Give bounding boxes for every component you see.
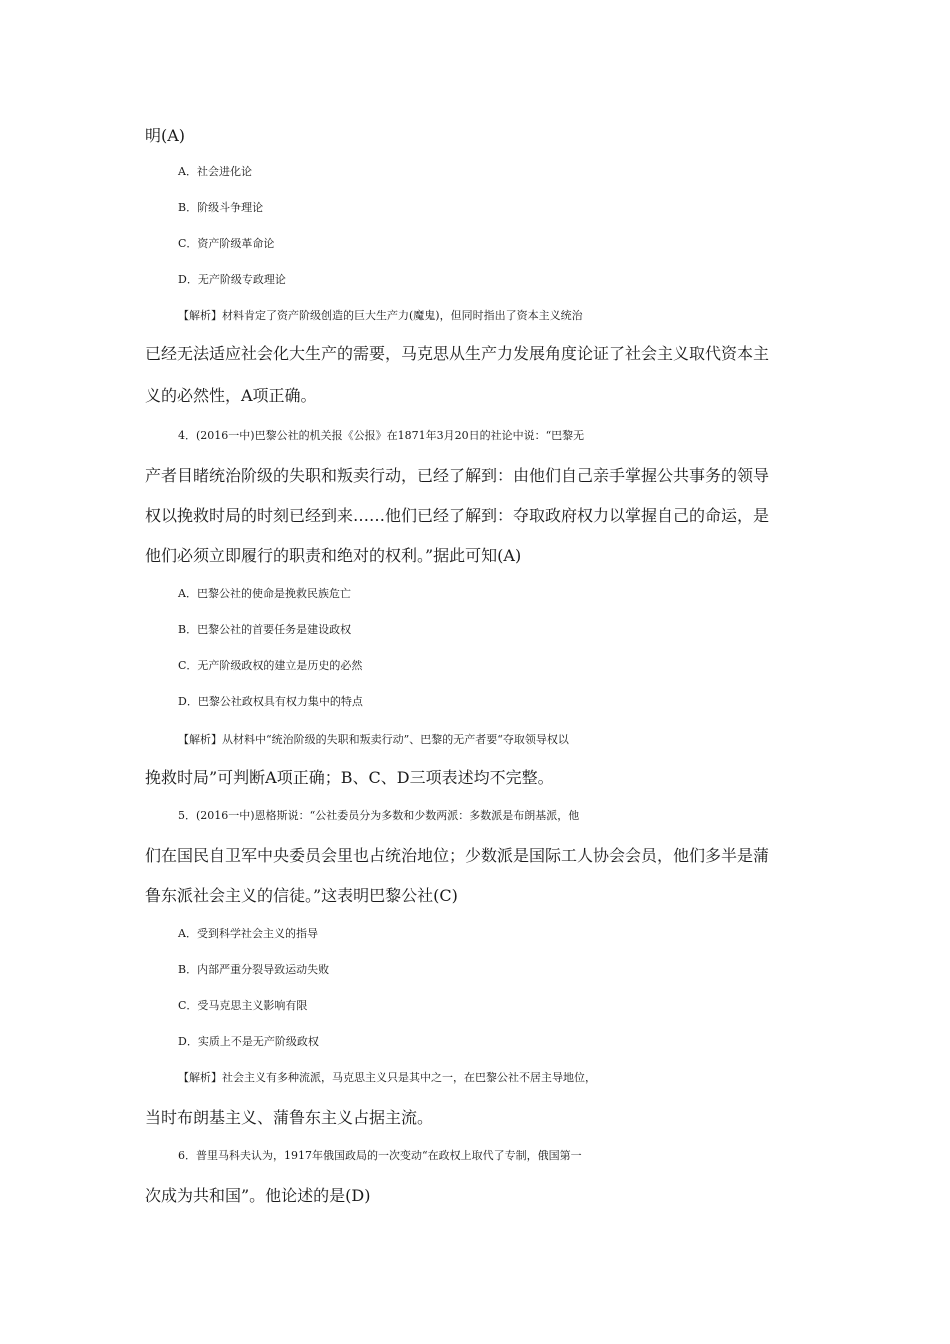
text-line: 权以挽救时局的时刻已经到来……他们已经了解到：夺取政府权力以掌握自己的命运，是 bbox=[145, 506, 770, 525]
option-b: B．巴黎公社的首要任务是建设政权 bbox=[178, 623, 352, 636]
text-line: 他们必须立即履行的职责和绝对的权利。”据此可知(A) bbox=[145, 546, 522, 565]
option-d: D．巴黎公社政权具有权力集中的特点 bbox=[178, 695, 363, 708]
option-d: D．实质上不是无产阶级政权 bbox=[178, 1035, 319, 1048]
option-b: B．阶级斗争理论 bbox=[178, 201, 264, 214]
question-6: 6．普里马科夫认为，1917年俄国政局的一次变动“在政权上取代了专制，俄国第一 bbox=[178, 1149, 582, 1162]
text-line: 次成为共和国”。他论述的是(D) bbox=[145, 1186, 371, 1205]
text-line: 明(A) bbox=[145, 126, 186, 145]
option-c: C．受马克思主义影响有限 bbox=[178, 999, 308, 1012]
text-line: 产者目睹统治阶级的失职和叛卖行动，已经了解到：由他们自己亲手掌握公共事务的领导 bbox=[145, 466, 770, 485]
text-line: 们在国民自卫军中央委员会里也占统治地位；少数派是国际工人协会会员，他们多半是蒲 bbox=[145, 846, 770, 865]
text-line: 当时布朗基主义、蒲鲁东主义占据主流。 bbox=[145, 1108, 434, 1127]
text-line: 挽救时局”可判断A项正确；B、C、D三项表述均不完整。 bbox=[145, 768, 554, 787]
option-b: B．内部严重分裂导致运动失败 bbox=[178, 963, 330, 976]
question-5: 5．(2016一中)恩格斯说：“公社委员分为多数和少数两派：多数派是布朗基派，他 bbox=[178, 809, 580, 822]
option-a: A．社会进化论 bbox=[178, 165, 252, 178]
question-4: 4．(2016一中)巴黎公社的机关报《公报》在1871年3月20日的社论中说：“巴黎无 bbox=[178, 429, 585, 442]
option-c: C．资产阶级革命论 bbox=[178, 237, 275, 250]
text-line: 已经无法适应社会化大生产的需要，马克思从生产力发展角度论证了社会主义取代资本主 bbox=[145, 344, 770, 363]
option-a: A．受到科学社会主义的指导 bbox=[178, 927, 318, 940]
option-d: D．无产阶级专政理论 bbox=[178, 273, 286, 286]
option-a: A．巴黎公社的使命是挽救民族危亡 bbox=[178, 587, 351, 600]
analysis-line: 【解析】社会主义有多种流派，马克思主义只是其中之一，在巴黎公社不居主导地位， bbox=[178, 1071, 596, 1084]
text-line: 鲁东派社会主义的信徒。”这表明巴黎公社(C) bbox=[145, 886, 458, 905]
analysis-line: 【解析】从材料中“统治阶级的失职和叛卖行动”、巴黎的无产者要“夺取领导权以 bbox=[178, 733, 569, 746]
analysis-line: 【解析】材料肯定了资产阶级创造的巨大生产力(魔鬼)，但同时指出了资本主义统治 bbox=[178, 309, 583, 322]
text-line: 义的必然性，A项正确。 bbox=[145, 386, 317, 405]
option-c: C．无产阶级政权的建立是历史的必然 bbox=[178, 659, 363, 672]
